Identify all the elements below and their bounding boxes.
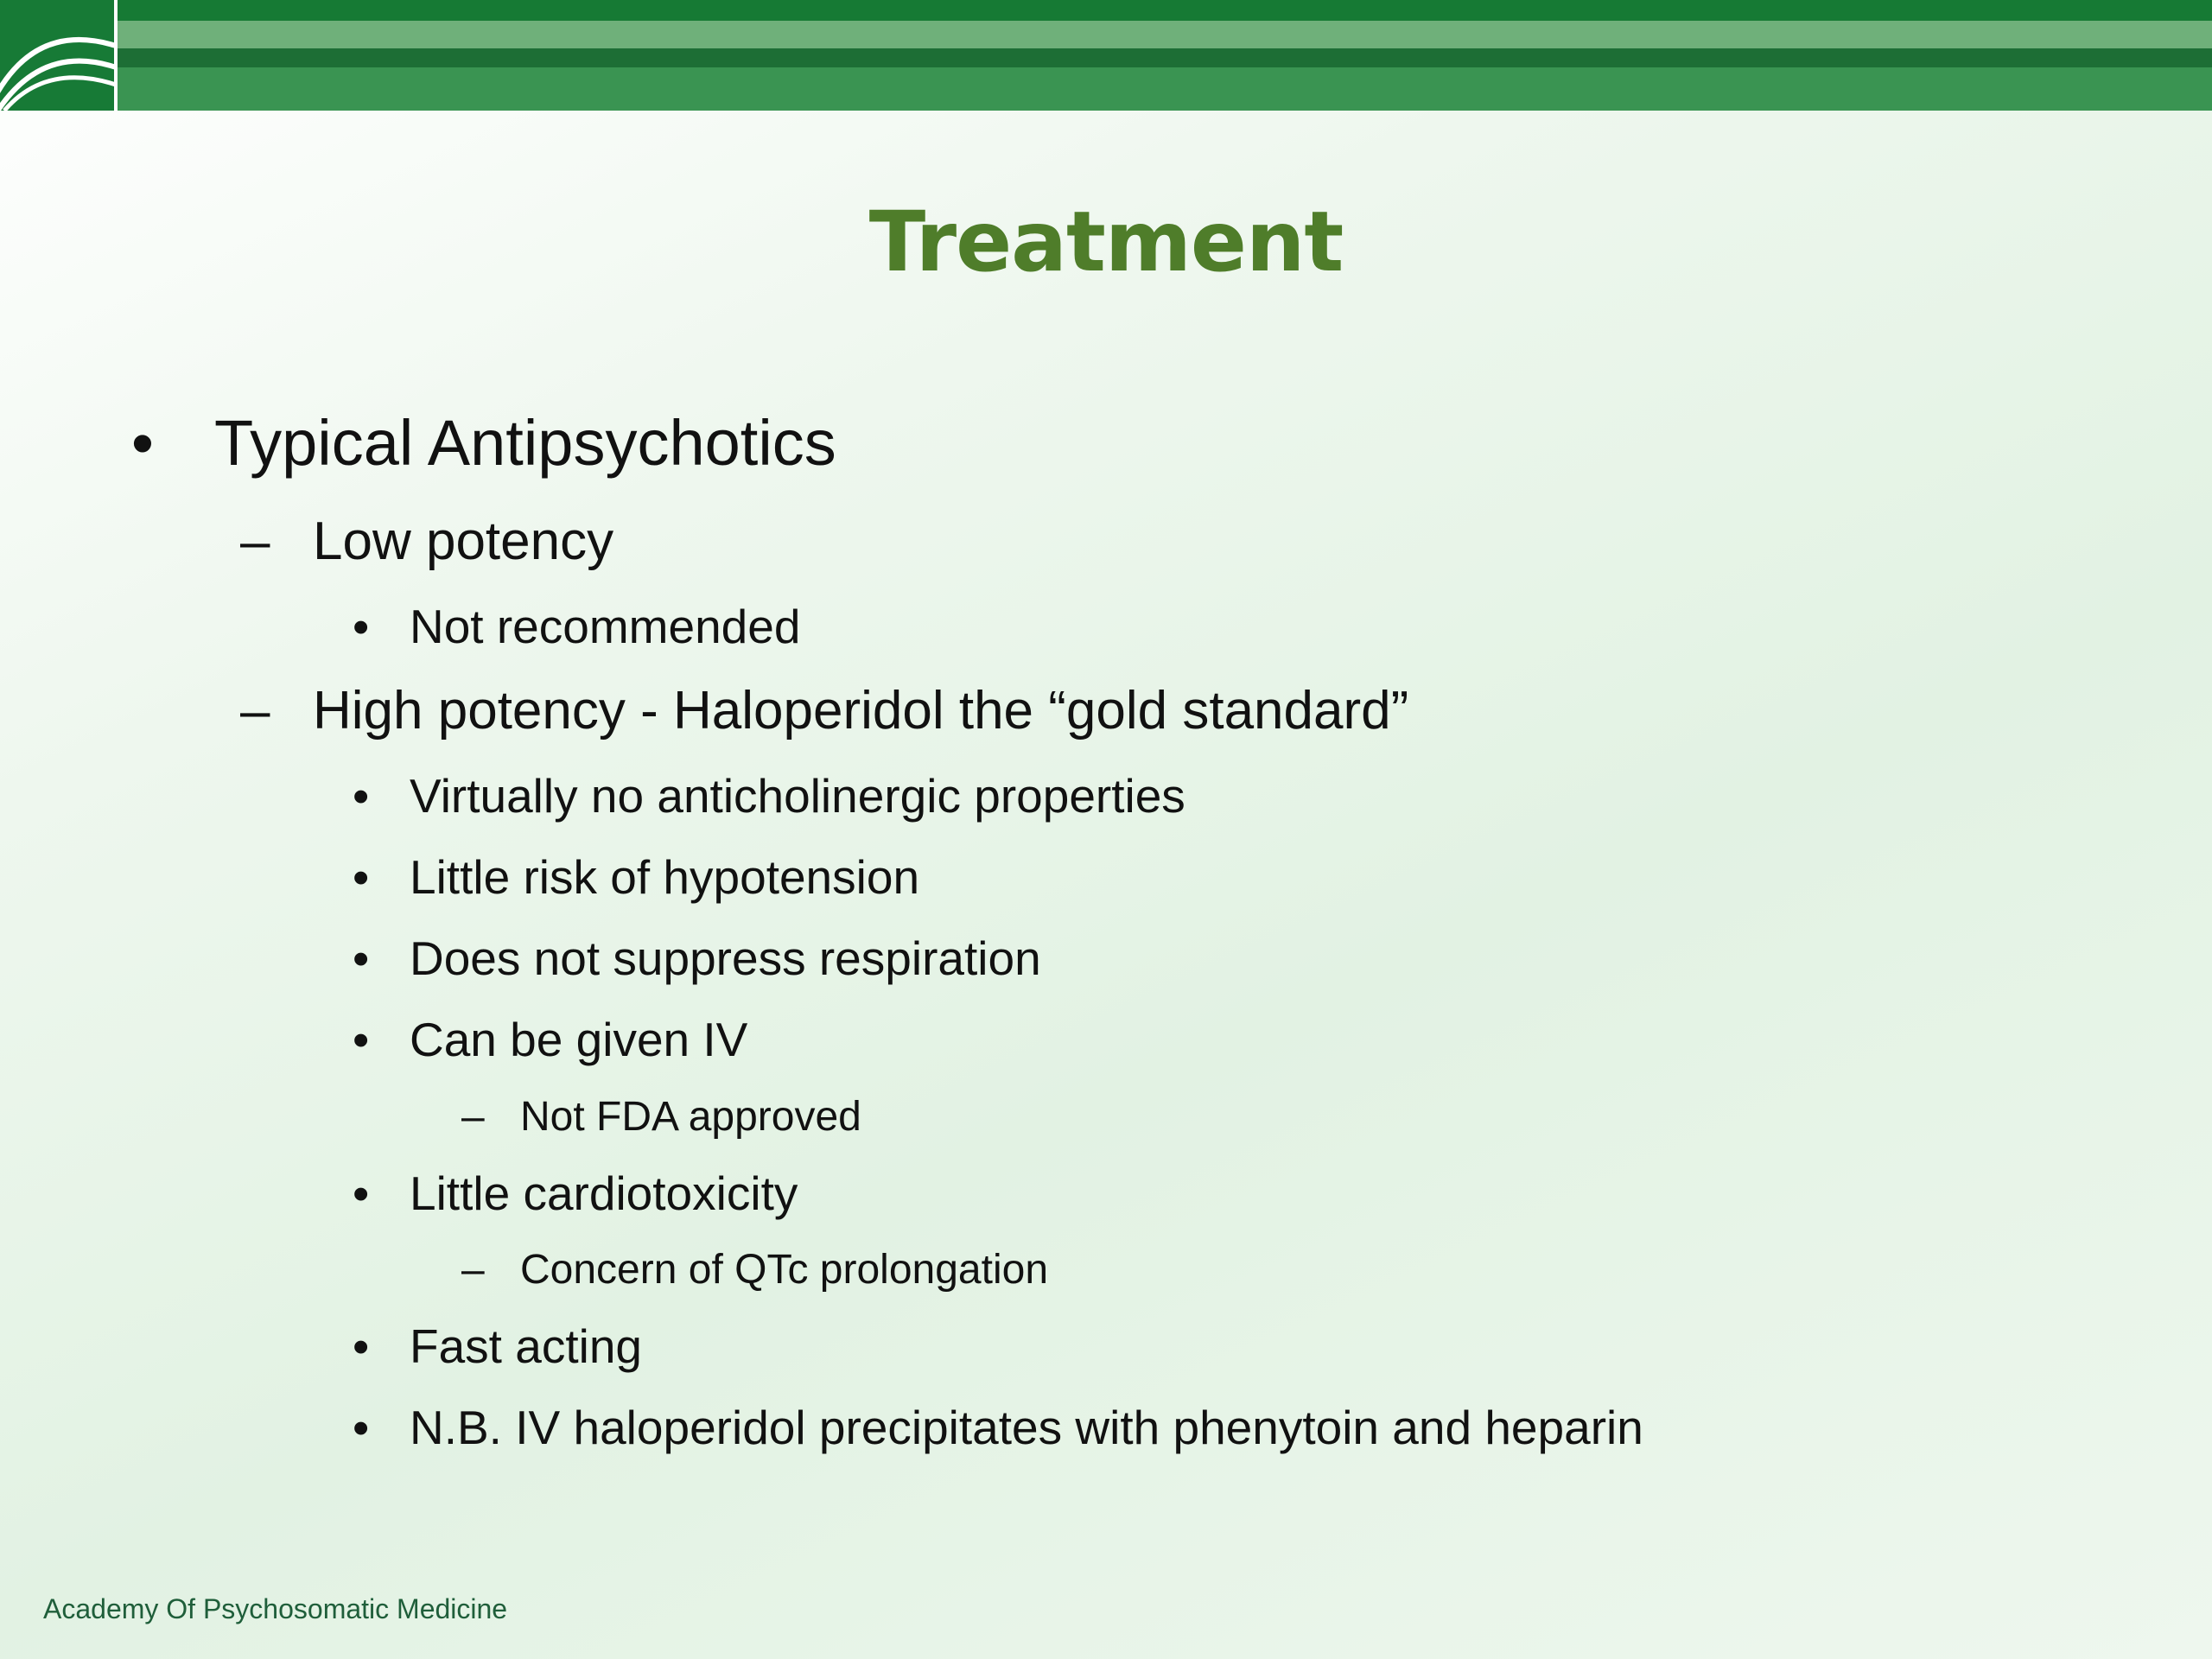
list-item: Can be given IV bbox=[410, 1013, 748, 1066]
list-item: Little risk of hypotension bbox=[410, 850, 920, 904]
bullet-marker: • bbox=[353, 600, 370, 653]
bullet-marker: • bbox=[353, 1401, 370, 1454]
footer-org-name: Academy Of Psychosomatic Medicine bbox=[43, 1593, 508, 1624]
list-item: Does not suppress respiration bbox=[410, 931, 1041, 985]
dash-marker: – bbox=[240, 512, 270, 571]
dash-marker: – bbox=[461, 1247, 485, 1293]
bullet-marker: • bbox=[353, 1166, 370, 1220]
bullet-marker: • bbox=[353, 931, 370, 985]
list-item: N.B. IV haloperidol precipitates with phenytoin and heparin bbox=[410, 1401, 1643, 1454]
bullet-marker: • bbox=[353, 769, 370, 823]
list-item: Virtually no anticholinergic properties bbox=[410, 769, 1185, 823]
bullet-marker: • bbox=[353, 850, 370, 904]
list-item: Not FDA approved bbox=[520, 1094, 861, 1140]
list-item: Low potency bbox=[313, 512, 614, 571]
list-item: Little cardiotoxicity bbox=[410, 1166, 798, 1220]
list-item: Concern of QTc prolongation bbox=[520, 1247, 1049, 1293]
bullet-marker: • bbox=[353, 1013, 370, 1066]
bullet-marker: • bbox=[131, 407, 154, 479]
dash-marker: – bbox=[461, 1094, 485, 1140]
list-item: High potency - Haloperidol the “gold standard” bbox=[313, 681, 1409, 741]
list-item: Fast acting bbox=[410, 1319, 643, 1373]
dash-marker: – bbox=[240, 681, 270, 741]
list-item: Typical Antipsychotics bbox=[214, 407, 836, 479]
slide-title: Treatment bbox=[868, 194, 1344, 290]
list-item: Not recommended bbox=[410, 600, 801, 653]
bullet-marker: • bbox=[353, 1319, 370, 1373]
